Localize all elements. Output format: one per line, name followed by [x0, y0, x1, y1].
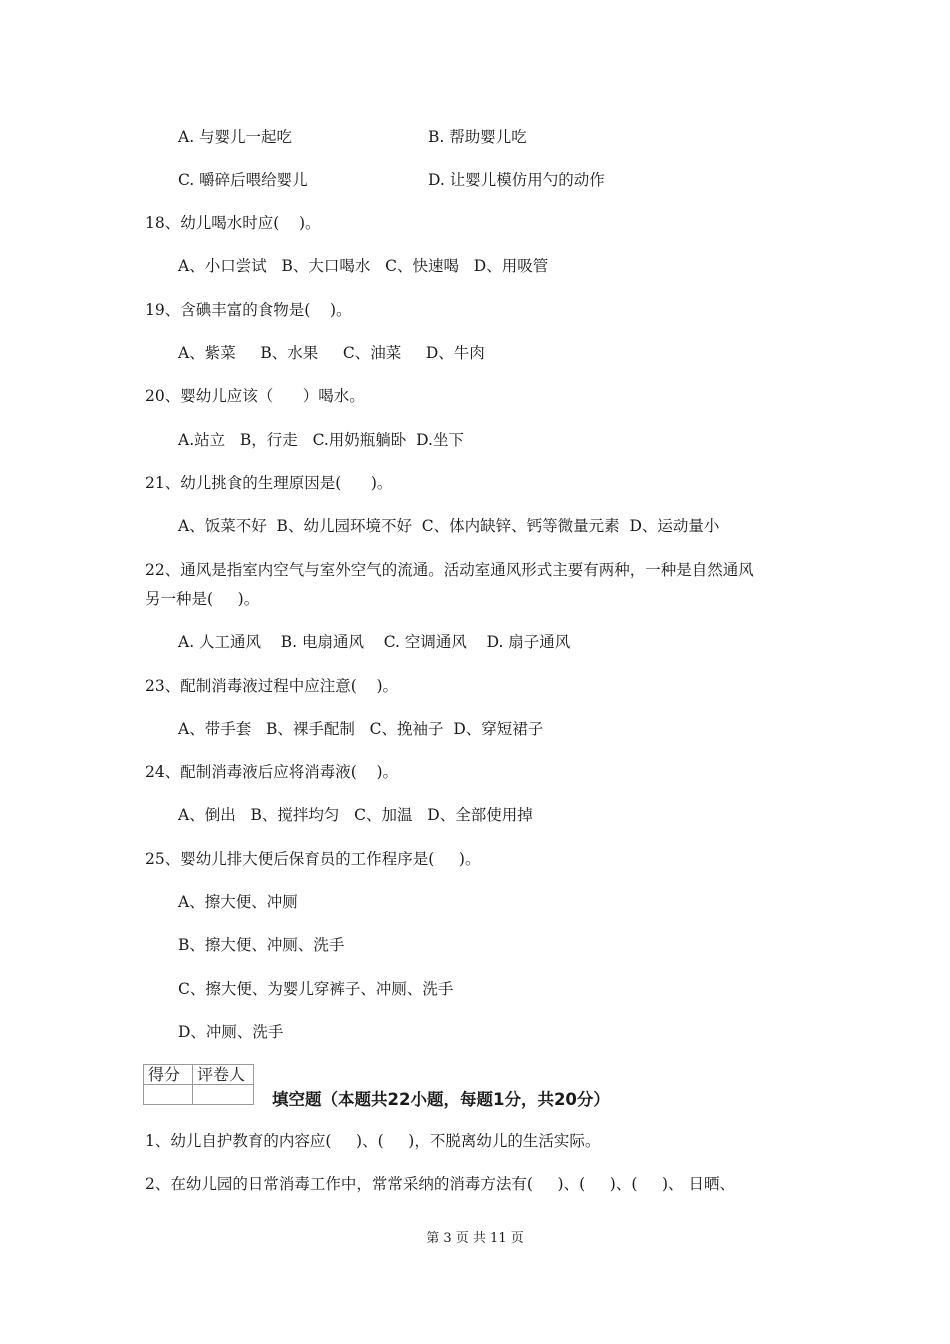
score-label: 得分 — [144, 1065, 193, 1085]
question-25-stem: 25、婴幼儿排大便后保育员的工作程序是( )。 — [145, 850, 481, 868]
fill-question-1: 1、幼儿自护教育的内容应( )、( )，不脱离幼儿的生活实际。 — [145, 1132, 601, 1150]
page-number: 第 3 页 共 11 页 — [426, 1231, 524, 1246]
question-25-option-c: C、擦大便、为婴儿穿裤子、冲厕、洗手 — [178, 980, 454, 998]
score-box — [143, 1064, 254, 1105]
question-21-options: A、饭菜不好 B、幼儿园环境不好 C、体内缺锌、钙等微量元素 D、运动量小 — [178, 517, 720, 535]
question-20-stem: 20、婴幼儿应该（ ）喝水。 — [145, 387, 365, 405]
question-25-option-d: D、冲厕、洗手 — [178, 1023, 284, 1041]
question-21-stem: 21、幼儿挑食的生理原因是( )。 — [145, 474, 393, 492]
score-cell — [144, 1085, 193, 1105]
question-25-option-a: A、擦大便、冲厕 — [178, 893, 298, 911]
question-22-options: A. 人工通风 B. 电扇通风 C. 空调通风 D. 扇子通风 — [178, 633, 571, 651]
question-22-stem: 22、通风是指室内空气与室外空气的流通。活动室通风形式主要有两种，一种是自然通风 — [145, 561, 754, 579]
question-18-stem: 18、幼儿喝水时应( )。 — [145, 214, 321, 232]
question-23-stem: 23、配制消毒液过程中应注意( )。 — [145, 677, 399, 695]
question-22-stem-cont: 另一种是( )。 — [145, 590, 260, 608]
fill-question-2: 2、在幼儿园的日常消毒工作中，常常采纳的消毒方法有( )、( )、( )、 日晒、 — [145, 1175, 735, 1193]
question-24-options: A、倒出 B、搅拌均匀 C、加温 D、全部使用掉 — [178, 806, 533, 824]
q17-option-b: B. 帮助婴儿吃 — [428, 128, 527, 146]
question-20-options: A.站立 B，行走 C.用奶瓶躺卧 D.坐下 — [178, 431, 464, 449]
q17-option-a: A. 与婴儿一起吃 — [178, 128, 293, 146]
question-19-stem: 19、含碘丰富的食物是( )。 — [145, 301, 352, 319]
question-25-option-b: B、擦大便、冲厕、洗手 — [178, 936, 345, 954]
question-18-options: A、小口尝试 B、大口喝水 C、快速喝 D、用吸管 — [178, 257, 549, 275]
q17-option-c: C. 嚼碎后喂给婴儿 — [178, 171, 308, 189]
section-title: 填空题（本题共22小题，每题1分，共20分） — [272, 1090, 610, 1109]
question-24-stem: 24、配制消毒液后应将消毒液( )。 — [145, 763, 399, 781]
grader-label: 评卷人 — [193, 1065, 254, 1085]
question-23-options: A、带手套 B、裸手配制 C、挽袖子 D、穿短裙子 — [178, 720, 544, 738]
question-19-options: A、紫菜 B、水果 C、油菜 D、牛肉 — [178, 344, 485, 362]
q17-option-d: D. 让婴儿模仿用勺的动作 — [428, 171, 605, 189]
grader-cell — [193, 1085, 254, 1105]
